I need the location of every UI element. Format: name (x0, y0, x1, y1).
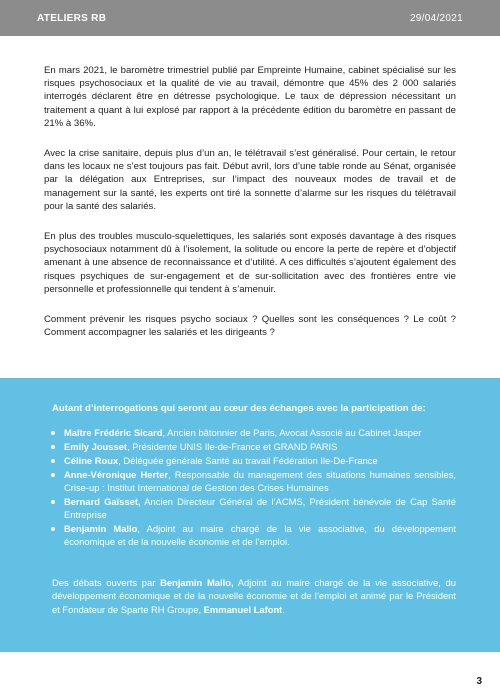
bullet-icon (51, 431, 55, 435)
participant-list (51, 426, 456, 549)
participant-name: Maître Frédéric Sicard (64, 427, 163, 438)
paragraph: En plus des troubles musculo-squelettiques, les salariés sont exposés davantage à des risques psychosociaux notamment dû à l’isolement, la solitude ou encore la perte de repère et d’objectif amenant à une absence de reconnaissance et d’utilité. A ces difficultés s’ajoutent également des risques psychiques de sur-engagement et de sur-sollicitation avec des frontières entre vie personnelle et professionnelle qui tendent à s’amenuir. (44, 231, 456, 295)
header-date: 29/04/2021 (409, 13, 463, 24)
participant-role: , Ancien bâtonnier de Paris, Avocat Associé au Cabinet Jasper (162, 427, 422, 438)
list-item (51, 468, 456, 494)
bullet-icon (51, 459, 55, 463)
closing-text: . (282, 603, 285, 615)
page-header (0, 0, 500, 36)
panel-closing (52, 576, 456, 616)
participants-panel (0, 378, 500, 652)
body-text (44, 64, 456, 356)
participant-role: , Déléguée générale Santé au travail Fédération Ile-De-France (118, 455, 378, 466)
list-item (51, 522, 456, 548)
list-item (51, 440, 456, 453)
panel-intro: Autant d’interrogations qui seront au cœur des échanges avec la participation de: (52, 403, 426, 414)
participant-role: , Adjoint au maire chargé de la vie associative, du développement économique et de la nouvelle économie et de l’emploi. (64, 523, 457, 547)
paragraph: Comment prévenir les risques psycho sociaux ? Quelles sont les conséquences ? Le coût ? Comment accompagner les salariés et les dirigeants ? (44, 314, 456, 339)
header-org: ATELIERS RB (37, 13, 107, 24)
page-number: 3 (476, 676, 482, 687)
bullet-icon (51, 500, 55, 504)
participant-role: Ancien Directeur Général de l’ACMS, Président bénévole de Cap Santé Entreprise (64, 496, 456, 520)
paragraph: Avec la crise sanitaire, depuis plus d’un an, le télétravail s’est généralisé. Pour certain, le retour dans les locaux ne s’est toujours pas fait. Début avril, lors d’une table ronde au Sénat, organisée par la délégation aux Entreprises, sur l’impact des nouveaux modes de travail et de management sur la santé, les experts ont tiré la sonnette d’alarme sur les risques du télétravail pour la santé des salariés. (44, 148, 456, 212)
closing-text: Des débats ouverts par (52, 577, 161, 588)
list-item (51, 454, 456, 467)
bullet-icon (51, 473, 55, 477)
list-item (51, 495, 456, 521)
closing-name: Benjamin Mallo, (160, 577, 234, 588)
participant-name: Céline Roux (64, 455, 119, 466)
participant-name: Emily Jousset (64, 441, 128, 452)
participant-name: Anne-Véronique Herter (64, 469, 169, 480)
participant-role: , Présidente UNIS Ile-de-France et GRAND PARIS (127, 441, 338, 452)
bullet-icon (51, 445, 55, 449)
closing-text: Adjoint au maire chargé de la vie associative, du développement économique et de la nouvelle économie et de l’emploi et animé par le Président et Fondateur de Sparte RH Groupe, (52, 577, 456, 615)
participant-name: Benjamin Mallo (64, 523, 138, 534)
bullet-icon (51, 527, 55, 531)
closing-name: Emmanuel Lafont (203, 603, 283, 615)
participant-role: , Responsable du management des situations humaines sensibles, Crise-up : Institut International de Gestion des Crises Humaines (64, 469, 456, 493)
paragraph: En mars 2021, le baromètre trimestriel publié par Empreinte Humaine, cabinet spécialisé sur les risques psychosociaux et la qualité de vie au travail, démontre que 45% des 2 000 salariés interrogés déclarent être en détresse psychologique. Le taux de dépression nécessitant un traitement a quant à lui explosé par rapport à la précédente édition du baromètre en passant de 21% à 36%. (44, 65, 456, 129)
list-item (51, 426, 456, 439)
participant-name: Bernard Gaïsset, (64, 496, 141, 507)
